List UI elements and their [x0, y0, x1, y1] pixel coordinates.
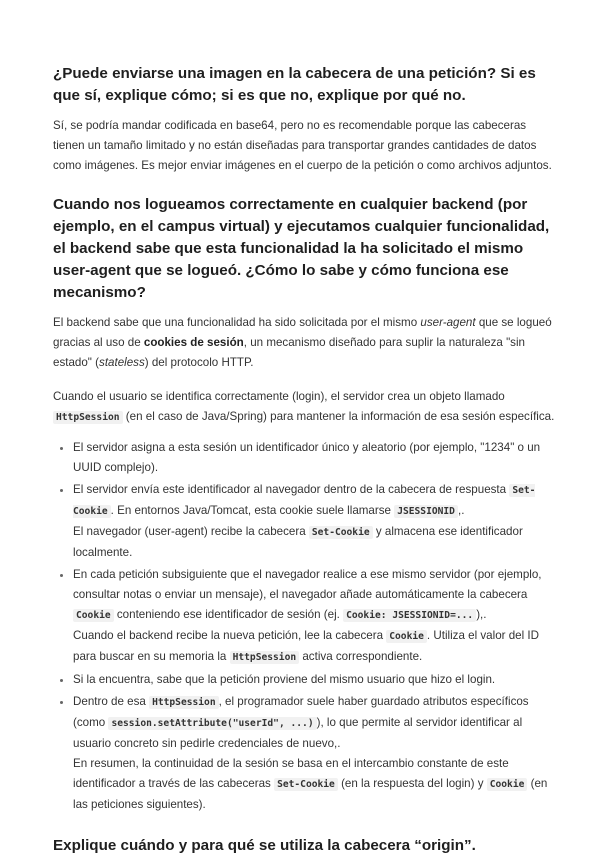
list-item: • Si la encuentra, sabe que la petición proviene del mismo usuario que hizo el login. — [73, 670, 556, 690]
inline-code: Set-Cookie — [274, 778, 338, 791]
session-mechanism-list — [53, 438, 556, 815]
list-item: • El servidor asigna a esta sesión un identificador único y aleatorio (por ejemplo, "1234" o un UUID complejo). — [73, 438, 556, 478]
text-span: En resumen, la continuidad de la sesión se basa en el intercambio constante de este identificador a través de las cabeceras — [73, 757, 509, 790]
inline-code: Cookie — [386, 630, 427, 643]
inline-code: HttpSession — [149, 696, 219, 709]
inline-code: session.setAttribute("userId", ...) — [108, 717, 316, 730]
text-span: El backend sabe que una funcionalidad ha sido solicitada por el mismo — [53, 316, 421, 329]
question-1-heading: ¿Puede enviarse una imagen en la cabecera de una petición? Si es que sí, explique cómo; si es que no, explique por qué no. — [53, 65, 536, 104]
question-3-heading: Explique cuándo y para qué se utiliza la cabecera “origin”. — [53, 837, 476, 854]
list-item — [73, 480, 556, 563]
text-span: Cuando el backend recibe la nueva petición, lee la cabecera — [73, 629, 387, 642]
inline-code: Set-Cookie — [309, 526, 373, 539]
text-span: El navegador (user-agent) recibe la cabecera — [73, 525, 309, 538]
inline-code: Cookie — [73, 609, 114, 622]
list-item — [73, 692, 556, 815]
text-span: El servidor envía este identificador al navegador dentro de la cabecera de respuesta — [73, 483, 510, 496]
inline-code: Set-Cookie — [73, 485, 536, 517]
text-span: Dentro de esa — [73, 695, 150, 708]
question-1-answer: Sí, se podría mandar codificada en base64, pero no es recomendable porque las cabeceras tienen un tamaño limitado y no están diseñadas para transportar grandes cantidades de datos como imágenes. Es mejor enviar imágenes en el cuerpo de la petición o como archivos adjuntos. — [53, 119, 552, 172]
text-span: ), lo que permite al servidor identificar al usuario concreto sin pedirle credenciales de nuevo,. — [73, 716, 523, 750]
text-span: que se logueó gracias al uso de — [53, 316, 552, 349]
inline-code: Cookie — [487, 778, 528, 791]
text-span: y almacena ese identificador localmente. — [73, 525, 523, 559]
text-span: activa correspondiente. — [299, 650, 423, 663]
session-cookies-term: cookies de sesión — [143, 336, 244, 349]
inline-code: HttpSession — [230, 651, 300, 664]
inline-code: HttpSession — [53, 411, 123, 424]
text-span: . En entornos Java/Tomcat, esta cookie suele llamarse — [110, 504, 395, 517]
inline-code: Cookie: JSESSIONID=... — [343, 609, 476, 622]
list-item — [73, 565, 556, 668]
text-span: conteniendo ese identificador de sesión (ej. — [113, 608, 344, 621]
question-2-paragraph-1 — [53, 313, 556, 373]
text-span: (en las peticiones siguientes). — [73, 777, 548, 811]
user-agent-term: user-agent — [420, 316, 476, 329]
inline-code: JSESSIONID — [394, 505, 458, 518]
question-2-paragraph-2 — [53, 387, 556, 428]
text-span: (en el caso de Java/Spring) para mantener la información de esa sesión específica. — [122, 410, 555, 423]
text-span: , un mecanismo diseñado para suplir la naturaleza "sin estado" ( — [53, 336, 525, 369]
text-span: (en la respuesta del login) y — [337, 777, 487, 790]
text-span: ,. — [457, 504, 465, 517]
text-span: ),. — [476, 608, 487, 621]
text-span: ) del protocolo HTTP. — [144, 356, 254, 369]
stateless-term: stateless — [99, 356, 145, 369]
question-2-heading: Cuando nos logueamos correctamente en cualquier backend (por ejemplo, en el campus virtual) y ejecutamos cualquier funcionalidad, el backend sabe que esta funcionalidad la ha solicitado el mismo user-agent que se logueó. ¿Cómo lo sabe y cómo funciona ese mecanismo? — [53, 196, 550, 301]
text-span: . Utiliza el valor del ID para buscar en su memoria la — [73, 629, 540, 663]
text-span: Cuando el usuario se identifica correctamente (login), el servidor crea un objeto llamado — [53, 390, 505, 403]
text-span: En cada petición subsiguiente que el navegador realice a ese mismo servidor (por ejemplo, consultar notas o enviar un mensaje), el navegador añade automáticamente la cabecera — [73, 568, 542, 601]
text-span: , el programador suele haber guardado atributos específicos (como — [73, 695, 529, 729]
